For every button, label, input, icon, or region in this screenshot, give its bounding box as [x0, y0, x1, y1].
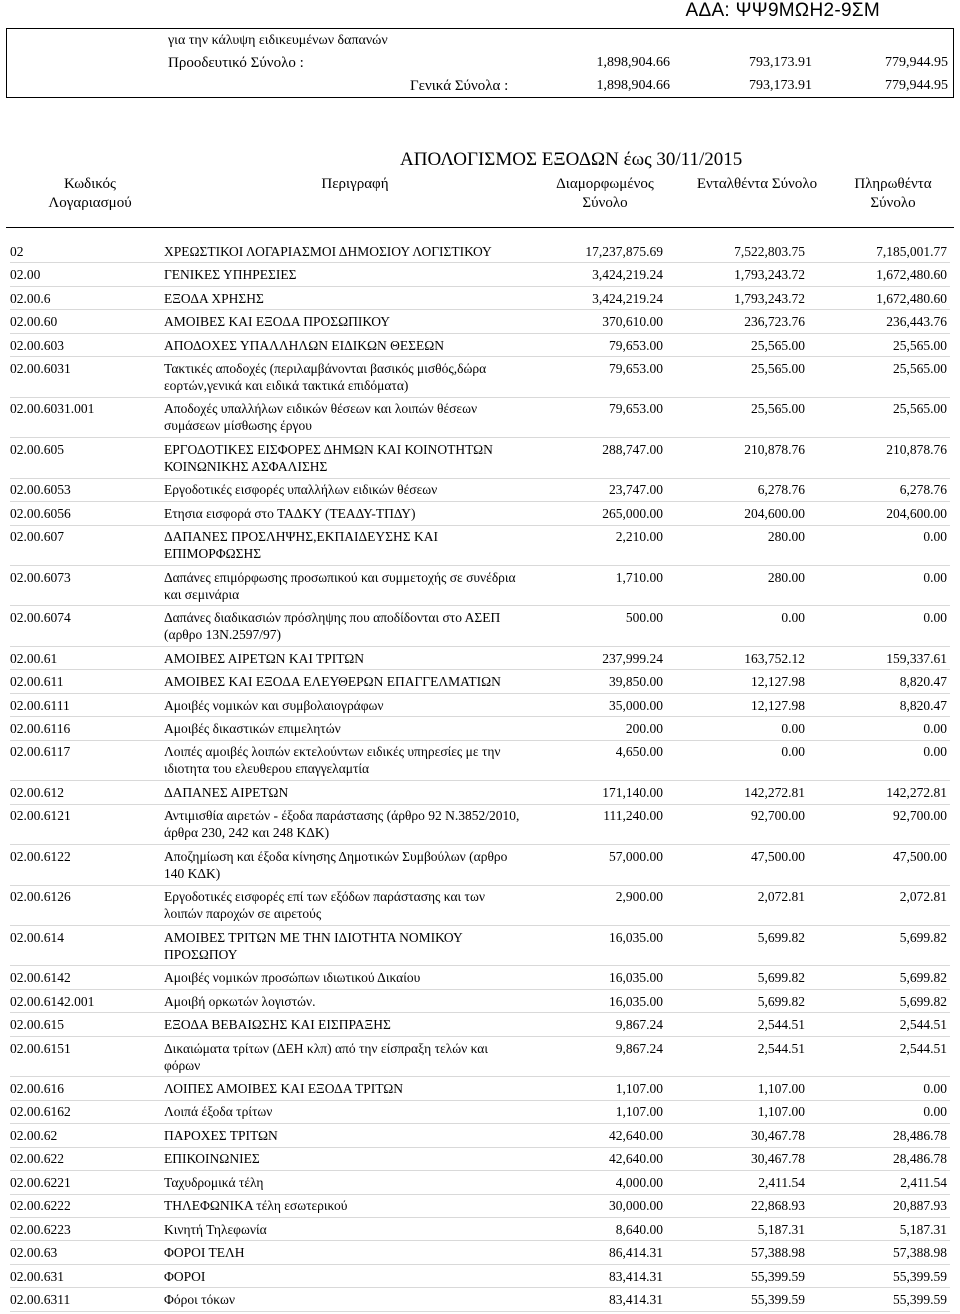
paid-value: 2,072.81: [899, 889, 947, 905]
description: Ετησια εισφορά στο ΤΑΔΚΥ (ΤΕΑΔΥ-ΤΠΔΥ): [164, 505, 416, 521]
committed-value: 142,272.81: [744, 784, 805, 800]
budget-value: 39,850.00: [609, 674, 663, 690]
committed-value: 57,388.98: [751, 1245, 805, 1261]
budget-value: 1,710.00: [615, 569, 663, 585]
col-header-budget: Διαμορφωμένος Σύνολο: [556, 176, 654, 211]
budget-value: 42,640.00: [609, 1151, 663, 1167]
paid-value: 5,699.82: [899, 929, 947, 945]
budget-value: 16,035.00: [609, 993, 663, 1009]
paid-value: 5,699.82: [899, 970, 947, 986]
description: Φόροι τόκων: [164, 1292, 235, 1308]
budget-value: 79,653.00: [609, 401, 663, 417]
account-code: 02.00.6121: [10, 808, 71, 824]
budget-value: 42,640.00: [609, 1127, 663, 1143]
committed-value: 1,107.00: [757, 1080, 805, 1096]
account-code: 02.00.615: [10, 1017, 64, 1033]
committed-value: 280.00: [767, 529, 805, 545]
table-row: [10, 263, 950, 286]
progressive-total-label: Προοδευτικό Σύνολο :: [168, 55, 304, 71]
committed-value: 92,700.00: [751, 808, 805, 824]
account-code: 02.00.6053: [10, 482, 71, 498]
committed-value: 55,399.59: [751, 1292, 805, 1308]
account-code: 02.00.607: [10, 529, 64, 545]
committed-value: 1,793,243.72: [734, 267, 805, 283]
budget-value: 1,107.00: [615, 1080, 663, 1096]
account-code: 02.00.6142.001: [10, 993, 95, 1009]
budget-value: 83,414.31: [609, 1268, 663, 1284]
description: ΧΡΕΩΣΤΙΚΟΙ ΛΟΓΑΡΙΑΣΜΟΙ ΔΗΜΟΣΙΟΥ ΛΟΓΙΣΤΙΚΟΥ: [164, 243, 492, 259]
account-code: 02.00.6117: [10, 744, 71, 760]
table-row: [10, 1265, 950, 1288]
table-row: [10, 438, 950, 478]
budget-value: 16,035.00: [609, 970, 663, 986]
paid-value: 25,565.00: [893, 360, 947, 376]
committed-value: 30,467.78: [751, 1127, 805, 1143]
description: ΔΑΠΑΝΕΣ ΑΙΡΕΤΩΝ: [164, 784, 289, 800]
committed-value: 280.00: [767, 569, 805, 585]
paid-value: 0.00: [923, 720, 947, 736]
budget-value: 17,237,875.69: [585, 243, 663, 259]
description: Λοιπές αμοιβές λοιπών εκτελούντων ειδικές υπηρεσίες με την ιδιοτητα του ελευθερου επαγγελαμτία: [164, 744, 501, 777]
committed-value: 2,072.81: [757, 889, 805, 905]
description: Αμοιβές νομικών προσώπων ιδιωτικού Δικαίου: [164, 970, 421, 986]
description: ΛΟΙΠΕΣ ΑΜΟΙΒΕΣ ΚΑΙ ΕΞΟΔΑ ΤΡΙΤΩΝ: [164, 1080, 404, 1096]
description: ΕΠΙΚΟΙΝΩΝΙΕΣ: [164, 1151, 260, 1167]
budget-value: 1,107.00: [615, 1104, 663, 1120]
account-code: 02.00.61: [10, 650, 58, 666]
paid-value: 2,544.51: [899, 1040, 947, 1056]
table-row: [10, 526, 950, 566]
table-row: [10, 606, 950, 646]
account-code: 02.00.6122: [10, 848, 71, 864]
account-code: 02.00.62: [10, 1127, 58, 1143]
budget-value: 2,900.00: [615, 889, 663, 905]
account-code: 02.00.6151: [10, 1040, 71, 1056]
account-code: 02.00.63: [10, 1245, 58, 1261]
description: ΦΟΡΟΙ: [164, 1268, 206, 1284]
description: ΦΟΡΟΙ ΤΕΛΗ: [164, 1245, 245, 1261]
budget-value: 288,747.00: [602, 441, 663, 457]
paid-value: 55,399.59: [893, 1268, 947, 1284]
account-code: 02.00.6126: [10, 889, 71, 905]
table-row: [10, 647, 950, 670]
account-code: 02.00.6056: [10, 505, 71, 521]
paid-value: 6,278.76: [899, 482, 947, 498]
committed-value: 25,565.00: [751, 337, 805, 353]
paid-value: 159,337.61: [886, 650, 947, 666]
table-row: [10, 1037, 950, 1077]
table-row: [10, 926, 950, 966]
budget-value: 35,000.00: [609, 697, 663, 713]
account-code: 02.00.6074: [10, 610, 71, 626]
committed-value: 5,187.31: [757, 1221, 805, 1237]
description: ΠΑΡΟΧΕΣ ΤΡΙΤΩΝ: [164, 1127, 278, 1143]
description: ΕΞΟΔΑ ΒΕΒΑΙΩΣΗΣ ΚΑΙ ΕΙΣΠΡΑΞΗΣ: [164, 1017, 391, 1033]
table-row: [10, 990, 950, 1013]
description: ΑΠΟΔΟΧΕΣ ΥΠΑΛΛΗΛΩΝ ΕΙΔΙΚΩΝ ΘΕΣΕΩΝ: [164, 337, 445, 353]
paid-value: 47,500.00: [893, 848, 947, 864]
account-code: 02.00: [10, 267, 41, 283]
description: Εργοδοτικές εισφορές υπαλλήλων ειδικών θέσεων: [164, 482, 438, 498]
description: ΓΕΝΙΚΕΣ ΥΠΗΡΕΣΙΕΣ: [164, 267, 297, 283]
budget-value: 2,210.00: [615, 529, 663, 545]
paid-value: 236,443.76: [886, 314, 947, 330]
account-code: 02.00.6031: [10, 360, 71, 376]
account-code: 02.00.6162: [10, 1104, 71, 1120]
budget-value: 8,640.00: [615, 1221, 663, 1237]
account-code: 02.00.6073: [10, 569, 71, 585]
report-title: ΑΠΟΛΟΓΙΣΜΟΣ ΕΞΟΔΩΝ έως 30/11/2015: [400, 149, 743, 170]
description: ΑΜΟΙΒΕΣ ΑΙΡΕΤΩΝ ΚΑΙ ΤΡΙΤΩΝ: [164, 650, 365, 666]
account-code: 02.00.6031.001: [10, 401, 95, 417]
budget-value: 16,035.00: [609, 929, 663, 945]
table-row: [10, 334, 950, 357]
committed-value: 22,868.93: [751, 1198, 805, 1214]
description: Αμοιβή ορκωτών λογιστών.: [164, 993, 316, 1009]
table-row: [10, 1171, 950, 1194]
budget-value: 3,424,219.24: [592, 267, 663, 283]
committed-value: 12,127.98: [751, 697, 805, 713]
budget-value: 370,610.00: [602, 314, 663, 330]
budget-value: 3,424,219.24: [592, 290, 663, 306]
committed-value: 2,411.54: [758, 1174, 805, 1190]
paid-value: 210,878.76: [886, 441, 947, 457]
table-row: [10, 845, 950, 885]
account-code: 02.00.6222: [10, 1198, 71, 1214]
description: Αμοιβές δικαστικών επιμελητών: [164, 720, 341, 736]
table-row: [10, 566, 950, 606]
budget-value: 23,747.00: [609, 482, 663, 498]
progressive-total-paid: 779,944.95: [885, 55, 948, 70]
table-row: [10, 717, 950, 740]
description: Κινητή Τηλεφωνία: [164, 1221, 267, 1237]
paid-value: 28,486.78: [893, 1127, 947, 1143]
table-row: [10, 805, 950, 845]
table-row: [10, 886, 950, 926]
account-code: 02.00.631: [10, 1268, 64, 1284]
col-header-code: Κωδικός Λογαριασμού: [48, 176, 132, 211]
budget-value: 4,650.00: [615, 744, 663, 760]
committed-value: 1,793,243.72: [734, 290, 805, 306]
paid-value: 0.00: [923, 1104, 947, 1120]
paid-value: 1,672,480.60: [876, 290, 947, 306]
general-total-committed: 793,173.91: [749, 78, 812, 93]
table-row: [10, 502, 950, 525]
account-code: 02.00.622: [10, 1151, 64, 1167]
col-header-paid: Πληρωθέντα Σύνολο: [854, 176, 932, 211]
paid-value: 204,600.00: [886, 505, 947, 521]
description: ΕΡΓΟΔΟΤΙΚΕΣ ΕΙΣΦΟΡΕΣ ΔΗΜΩΝ ΚΑΙ ΚΟΙΝΟΤΗΤΩΝ ΚΟΙΝΩΝΙΚΗΣ ΑΣΦΑΛΙΣΗΣ: [164, 441, 493, 474]
account-code: 02.00.6142: [10, 970, 71, 986]
paid-value: 55,399.59: [893, 1292, 947, 1308]
account-code: 02.00.612: [10, 784, 64, 800]
paid-value: 5,699.82: [899, 993, 947, 1009]
paid-value: 25,565.00: [893, 401, 947, 417]
budget-value: 500.00: [625, 610, 663, 626]
table-row: [10, 287, 950, 310]
budget-value: 86,414.31: [609, 1245, 663, 1261]
committed-value: 6,278.76: [757, 482, 805, 498]
description: ΕΞΟΔΑ ΧΡΗΣΗΣ: [164, 290, 264, 306]
paid-value: 57,388.98: [893, 1245, 947, 1261]
paid-value: 0.00: [923, 1080, 947, 1096]
description: ΑΜΟΙΒΕΣ ΤΡΙΤΩΝ ΜΕ ΤΗΝ ΙΔΙΟΤΗΤΑ ΝΟΜΙΚΟΥ ΠΡΟΣΩΠΟΥ: [164, 929, 463, 962]
paid-value: 8,820.47: [899, 697, 947, 713]
description: Δικαιώματα τρίτων (ΔΕΗ κλπ) από την είσπραξη τελών και φόρων: [164, 1040, 488, 1073]
table-row: [10, 1101, 950, 1124]
budget-value: 9,867.24: [615, 1040, 663, 1056]
table-row: [10, 1288, 950, 1311]
account-code: 02.00.6111: [10, 697, 70, 713]
table-row: [10, 240, 950, 263]
budget-value: 83,414.31: [609, 1292, 663, 1308]
account-code: 02.00.616: [10, 1080, 64, 1096]
committed-value: 12,127.98: [751, 674, 805, 690]
committed-value: 5,699.82: [757, 993, 805, 1009]
committed-value: 163,752.12: [744, 650, 805, 666]
description: Τακτικές αποδοχές (περιλαμβάνονται βασικός μισθός,δώρα εορτών,γενικά και ειδικά τακτικά επιδόματα): [164, 360, 487, 393]
budget-value: 4,000.00: [615, 1174, 663, 1190]
budget-value: 79,653.00: [609, 337, 663, 353]
table-row: [10, 357, 950, 397]
committed-value: 47,500.00: [751, 848, 805, 864]
account-code: 02.00.614: [10, 929, 64, 945]
table-row: [10, 670, 950, 693]
budget-value: 9,867.24: [615, 1017, 663, 1033]
description: Εργοδοτικές εισφορές επί των εξόδων παράστασης και των λοιπών παροχών σε αιρετούς: [164, 889, 485, 922]
budget-value: 265,000.00: [602, 505, 663, 521]
table-row: [10, 479, 950, 502]
col-header-committed: Ενταλθέντα Σύνολο: [696, 176, 818, 192]
committed-value: 204,600.00: [744, 505, 805, 521]
progressive-total-committed: 793,173.91: [749, 55, 812, 70]
table-row: [10, 398, 950, 438]
table-row: [10, 1218, 950, 1241]
committed-value: 0.00: [781, 720, 805, 736]
committed-value: 30,467.78: [751, 1151, 805, 1167]
header-rule: [6, 227, 954, 228]
description: Ταχυδρομικά τέλη: [164, 1174, 264, 1190]
paid-value: 20,887.93: [893, 1198, 947, 1214]
committed-value: 25,565.00: [751, 401, 805, 417]
paid-value: 5,187.31: [899, 1221, 947, 1237]
budget-value: 57,000.00: [609, 848, 663, 864]
budget-value: 171,140.00: [602, 784, 663, 800]
paid-value: 8,820.47: [899, 674, 947, 690]
paid-value: 28,486.78: [893, 1151, 947, 1167]
paid-value: 92,700.00: [893, 808, 947, 824]
account-code: 02.00.6221: [10, 1174, 71, 1190]
description: Αμοιβές νομικών και συμβολαιογράφων: [164, 697, 384, 713]
account-code: 02.00.6311: [10, 1292, 71, 1308]
description: ΑΜΟΙΒΕΣ ΚΑΙ ΕΞΟΔΑ ΕΛΕΥΘΕΡΩΝ ΕΠΑΓΓΕΛΜΑΤΙΩΝ: [164, 674, 501, 690]
committed-value: 2,544.51: [757, 1017, 805, 1033]
committed-value: 2,544.51: [757, 1040, 805, 1056]
account-code: 02.00.60: [10, 314, 58, 330]
table-row: [10, 966, 950, 989]
budget-value: 30,000.00: [609, 1198, 663, 1214]
description: Δαπάνες επιμόρφωσης προσωπικού και συμμετοχής σε συνέδρια και σεμινάρια: [164, 569, 516, 602]
description: Αποζημίωση και έξοδα κίνησης Δημοτικών Συμβούλων (αρθρο 140 ΚΔΚ): [164, 848, 508, 881]
paid-value: 25,565.00: [893, 337, 947, 353]
paid-value: 142,272.81: [886, 784, 947, 800]
description: ΑΜΟΙΒΕΣ ΚΑΙ ΕΞΟΔΑ ΠΡΟΣΩΠΙΚΟΥ: [164, 314, 391, 330]
account-code: 02.00.611: [10, 674, 64, 690]
description: Αντιμισθία αιρετών - έξοδα παράστασης (άρθρο 92 Ν.3852/2010, άρθρα 230, 242 και 248 ΚΔΚ): [164, 808, 520, 841]
purpose-text: για την κάλυψη ειδικευμένων δαπανών: [168, 33, 388, 48]
description: Δαπάνες διαδικασιών πρόσληψης που αποδίδονται στο ΑΣΕΠ (αρθρο 13Ν.2597/97): [164, 610, 501, 643]
account-code: 02.00.6: [10, 290, 51, 306]
paid-value: 0.00: [923, 529, 947, 545]
table-row: [10, 1195, 950, 1218]
description: ΤΗΛΕΦΩΝΙΚΑ τέλη εσωτερικού: [164, 1198, 348, 1214]
table-row: [10, 1148, 950, 1171]
general-total-paid: 779,944.95: [885, 78, 948, 93]
budget-value: 111,240.00: [603, 808, 663, 824]
ada-watermark: ΑΔΑ: ΨΨ9ΜΩΗ2-9ΣΜ: [685, 0, 880, 21]
account-code: 02.00.603: [10, 337, 64, 353]
description: ΔΑΠΑΝΕΣ ΠΡΟΣΛΗΨΗΣ,ΕΚΠΑΙΔΕΥΣΗΣ ΚΑΙ ΕΠΙΜΟΡΦΩΣΗΣ: [164, 529, 439, 562]
col-header-description: Περιγραφή: [321, 176, 389, 192]
committed-value: 0.00: [781, 744, 805, 760]
committed-value: 55,399.59: [751, 1268, 805, 1284]
paid-value: 0.00: [923, 569, 947, 585]
progressive-total-budget: 1,898,904.66: [596, 55, 670, 70]
account-code: 02.00.6223: [10, 1221, 71, 1237]
committed-value: 0.00: [781, 610, 805, 626]
table-row: [10, 310, 950, 333]
budget-value: 79,653.00: [609, 360, 663, 376]
table-row: [10, 741, 950, 781]
account-code: 02.00.6116: [10, 720, 71, 736]
paid-value: 7,185,001.77: [876, 243, 947, 259]
table-row: [10, 1077, 950, 1100]
description: Λοιπά έξοδα τρίτων: [164, 1104, 273, 1120]
paid-value: 2,544.51: [899, 1017, 947, 1033]
paid-value: 1,672,480.60: [876, 267, 947, 283]
committed-value: 210,878.76: [744, 441, 805, 457]
table-row: [10, 1124, 950, 1147]
paid-value: 0.00: [923, 744, 947, 760]
general-total-budget: 1,898,904.66: [596, 78, 670, 93]
account-code: 02: [10, 243, 24, 259]
general-total-label: Γενικά Σύνολα :: [410, 78, 509, 94]
account-code: 02.00.605: [10, 441, 64, 457]
committed-value: 236,723.76: [744, 314, 805, 330]
budget-value: 237,999.24: [602, 650, 663, 666]
description: Αποδοχές υπαλλήλων ειδικών θέσεων και λοιπών θέσεων συμάσεων μίσθωσης έργου: [164, 401, 478, 434]
expense-table: [10, 240, 950, 1312]
table-row: [10, 1013, 950, 1036]
committed-value: 1,107.00: [757, 1104, 805, 1120]
paid-value: 2,411.54: [900, 1174, 947, 1190]
committed-value: 25,565.00: [751, 360, 805, 376]
budget-value: 200.00: [625, 720, 663, 736]
table-row: [10, 781, 950, 804]
committed-value: 7,522,803.75: [734, 243, 805, 259]
committed-value: 5,699.82: [757, 929, 805, 945]
paid-value: 0.00: [923, 610, 947, 626]
committed-value: 5,699.82: [757, 970, 805, 986]
table-row: [10, 1241, 950, 1264]
table-row: [10, 694, 950, 717]
